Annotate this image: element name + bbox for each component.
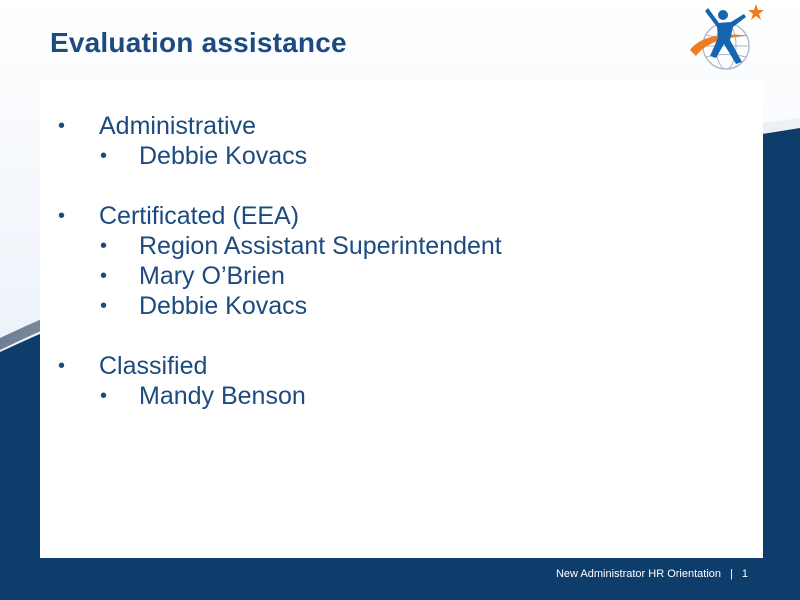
bullet-dot-icon: • bbox=[58, 115, 66, 137]
page-number: 1 bbox=[741, 568, 748, 580]
sub-bullet-text: Mandy Benson bbox=[139, 382, 306, 410]
slide-title: Evaluation assistance bbox=[50, 27, 347, 58]
bullet-dot-icon: • bbox=[100, 235, 108, 257]
bullet-heading: Administrative bbox=[99, 112, 256, 140]
sub-bullet-text: Debbie Kovacs bbox=[139, 292, 308, 320]
bullet-dot-icon: • bbox=[100, 295, 108, 317]
bullet-heading: Classified bbox=[99, 352, 208, 380]
bullet-dot-icon: • bbox=[100, 265, 108, 287]
bullet-dot-icon: • bbox=[58, 355, 66, 377]
sub-bullet-text: Debbie Kovacs bbox=[139, 142, 308, 170]
content-panel bbox=[40, 80, 763, 558]
sub-bullet-text: Mary O’Brien bbox=[139, 262, 285, 290]
bullet-dot-icon: • bbox=[100, 145, 108, 167]
bullet-dot-icon: • bbox=[58, 205, 66, 227]
footer-separator: | bbox=[730, 568, 733, 580]
sub-bullet-text: Region Assistant Superintendent bbox=[139, 232, 502, 260]
footer-text: New Administrator HR Orientation bbox=[555, 568, 722, 580]
figure-globe-star-logo-icon bbox=[686, 2, 766, 72]
slide-footer bbox=[556, 568, 748, 580]
bullet-heading: Certificated (EEA) bbox=[99, 202, 300, 230]
bullet-dot-icon: • bbox=[100, 385, 108, 407]
